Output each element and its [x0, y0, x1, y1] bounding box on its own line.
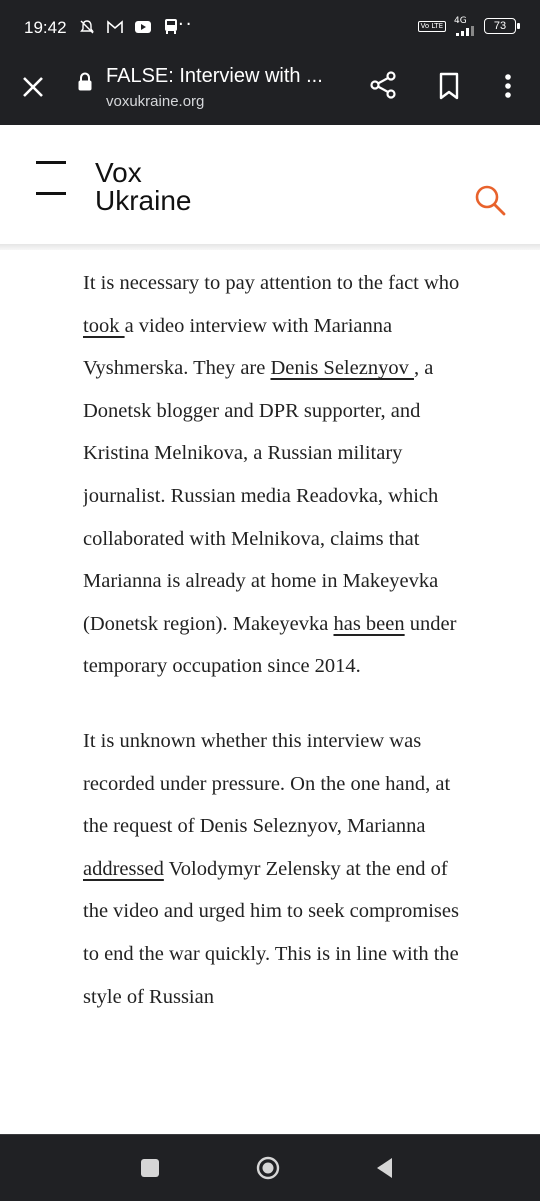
logo-line-2: Ukraine [95, 185, 192, 216]
system-icons [418, 16, 516, 36]
article-body [83, 262, 463, 1132]
page-url[interactable]: voxukraine.org [106, 93, 205, 110]
link-has-been[interactable]: has been [333, 612, 405, 635]
recents-icon[interactable] [141, 1159, 159, 1177]
paragraph-text: It is unknown whether this interview was recorded under pressure. On the one hand, at the request of Denis Seleznyov, Marianna [83, 729, 451, 838]
site-logo[interactable] [95, 159, 191, 215]
signal-icon [454, 16, 476, 36]
link-addressed[interactable]: addressed [83, 857, 164, 880]
logo-line-1: Vox [95, 157, 142, 188]
bell-muted-icon [78, 18, 96, 36]
paragraph-text: , a Donetsk blogger and DPR supporter, and Kristina Melnikova, a Russian military journalist. Russian media Readovka, which collaborated with Melnikova, claims that Marianna is already at home in Makeyevka (Donetsk region). Makeyevka [83, 357, 439, 635]
more-notifications-icon: ·· [178, 14, 194, 35]
bookmark-icon[interactable] [436, 71, 462, 101]
status-time: 19:42 [24, 18, 67, 37]
battery-indicator: 73 [484, 18, 516, 34]
youtube-icon [134, 18, 152, 36]
article-paragraph-1 [83, 262, 463, 688]
home-icon[interactable] [256, 1156, 280, 1180]
header-divider [0, 244, 540, 250]
share-icon[interactable] [368, 70, 398, 100]
lock-icon[interactable] [77, 72, 93, 92]
gmail-icon [106, 18, 124, 36]
back-icon[interactable] [374, 1156, 394, 1180]
paragraph-text: Volodymyr Zelensky at the end of the video and urged him to seek compromises to end the war quickly. This is in line with the style of Russian [83, 857, 459, 1008]
paragraph-text: a video interview with Marianna Vyshmerska. They are [83, 314, 393, 380]
search-icon[interactable] [474, 184, 508, 218]
paragraph-text: It is necessary to pay attention to the fact who [83, 272, 460, 294]
system-nav-bar [0, 1134, 540, 1201]
status-bar [0, 0, 540, 56]
volte-badge: Vo LTE [418, 21, 446, 32]
close-icon[interactable] [18, 72, 48, 102]
browser-toolbar [0, 56, 540, 125]
article-paragraph-2 [83, 720, 463, 1018]
paragraph-text: under temporary occupation since 2014. [83, 612, 457, 678]
more-vert-icon[interactable] [496, 70, 520, 102]
menu-icon[interactable] [36, 161, 68, 195]
page-title[interactable]: FALSE: Interview with ... [106, 65, 323, 87]
network-type: 4G [454, 16, 467, 26]
link-took[interactable]: took [83, 314, 125, 337]
link-denis-seleznyov[interactable]: Denis Seleznyov [270, 357, 414, 380]
site-header [0, 125, 540, 247]
notification-icons [78, 18, 180, 36]
